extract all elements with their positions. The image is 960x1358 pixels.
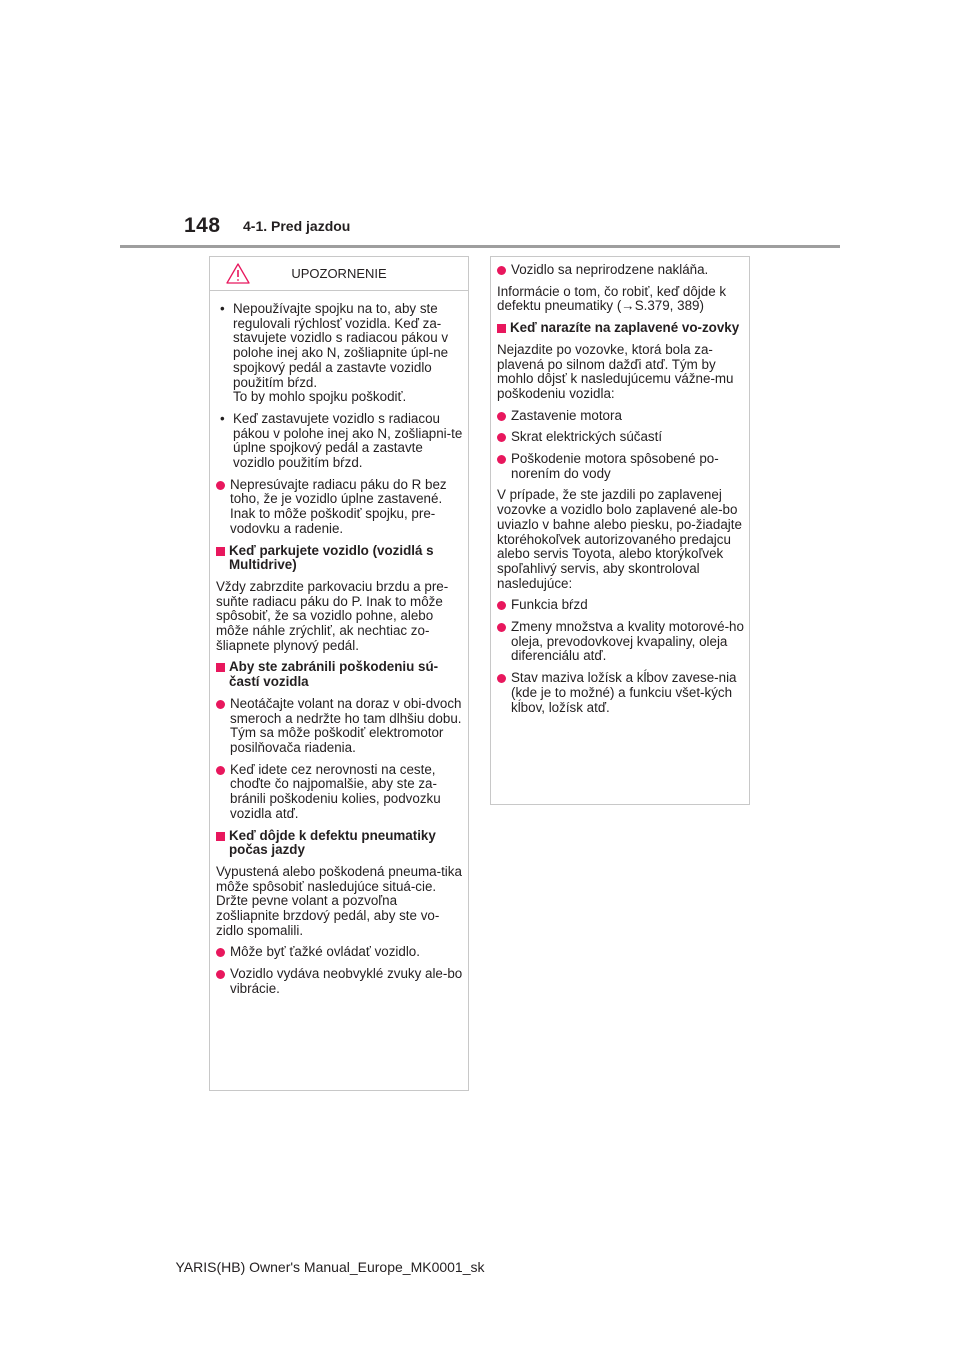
bullet-icon bbox=[497, 409, 511, 424]
bullet-item bbox=[216, 697, 463, 756]
bullet-text: Funkcia bŕzd bbox=[511, 597, 588, 613]
square-icon bbox=[216, 544, 229, 573]
subheading bbox=[216, 829, 463, 858]
bullet-text: Zmeny množstva a kvality motorové-ho oleja, prevodovkovej kvapaliny, oleja diferenciálu atď. bbox=[511, 619, 744, 664]
paragraph: V prípade, že ste jazdili po zaplavenej vozovke a vozidlo bolo zaplavené ale-bo uviazlo v bahne alebo piesku, po-žiadajte ktoréhokoľvek autorizovaného predajcu alebo servis Toyota, alebo ktorýkoľvek spoľahlivý servis, aby skontroloval nasledujúce: bbox=[497, 487, 742, 591]
warning-box-continued bbox=[490, 256, 750, 805]
footer bbox=[0, 1259, 960, 1275]
bullet-text: Vozidlo sa neprirodzene nakláňa. bbox=[511, 262, 709, 277]
bullet-text: Skrat elektrických súčastí bbox=[511, 429, 663, 445]
paragraph: Vždy zabrzdite parkovaciu brzdu a pre-suňte radiacu páku do P. Inak to môže spôsobiť, že sa vozidlo pohne, alebo môže náhle zrýchliť, ak nechtiac zo-šliapnete plynový pedál. bbox=[216, 578, 449, 653]
square-icon bbox=[216, 829, 229, 858]
dash-item bbox=[216, 412, 463, 471]
bullet-text: Nepresúvajte radiacu páku do R bez toho, že je vozidlo úplne zastavené. Inak to môže poškodiť spojku, pre-vodovku a radenie. bbox=[230, 476, 447, 536]
warning-box bbox=[209, 256, 469, 1091]
square-icon bbox=[216, 660, 229, 689]
bullet-icon bbox=[497, 598, 511, 613]
warning-content bbox=[210, 291, 468, 997]
subheading-text: Keď dôjde k defektu pneumatiky počas jazdy bbox=[229, 827, 436, 858]
dash-item bbox=[216, 302, 463, 405]
bullet-icon bbox=[497, 671, 511, 715]
page-number: 148 bbox=[184, 214, 221, 237]
header-rule bbox=[120, 245, 840, 248]
bullet-item bbox=[497, 671, 744, 715]
bullet-item bbox=[497, 598, 744, 613]
bullet-icon bbox=[497, 620, 511, 664]
paragraph: Informácie o tom, čo robiť, keď dôjde k defektu pneumatiky (→S.379, 389) bbox=[497, 283, 727, 314]
bullet-item bbox=[497, 452, 744, 481]
warning-triangle-icon bbox=[226, 263, 250, 284]
bullet-icon bbox=[216, 478, 230, 537]
paragraph: Nejazdite po vozovke, ktorá bola za-plavená po silnom dažďi atď. Tým by mohlo dôjsť k nasledujúcemu vážne-mu poškodeniu vozidla: bbox=[497, 341, 734, 401]
warning-content bbox=[491, 257, 749, 715]
bullet-text: Poškodenie motora spôsobené po-norením do vody bbox=[511, 451, 719, 481]
square-icon bbox=[497, 321, 510, 336]
subheading bbox=[497, 321, 744, 336]
bullet-icon bbox=[216, 945, 230, 960]
bullet-icon bbox=[216, 763, 230, 822]
bullet-text: Neotáčajte volant na doraz v obi-dvoch smeroch a nedržte ho tam dlhšiu dobu. Tým sa môže poškodiť elektromotor posilňovača riadenia. bbox=[230, 695, 462, 755]
bullet-item bbox=[216, 967, 463, 996]
bullet-text: Stav maziva ložísk a kĺbov zavese-nia (kde je to možné) a funkciu všet-kých kĺbov, ložísk atď. bbox=[511, 670, 737, 715]
dash-item-text: Keď zastavujete vozidlo s radiacou pákou v polohe inej ako N, zošliapni-te úplne spojkový pedál a zastavte vozidlo použitím bŕzd. bbox=[233, 410, 463, 471]
dash-item-text: Nepoužívajte spojku na to, aby ste regulovali rýchlosť vozidla. Keď za-stavujete vozidlo s radiacou pákou v polohe inej ako N, zošliapnite úpl-ne spojkový pedál a zastavte vozidlo použitím bŕzd. To by mohlo spojku poškodiť. bbox=[233, 301, 449, 405]
dash-mark: • bbox=[220, 301, 225, 316]
bullet-icon bbox=[497, 430, 511, 445]
dash-mark: • bbox=[220, 410, 225, 426]
bullet-icon bbox=[497, 263, 511, 278]
bullet-text: Môže byť ťažké ovládať vozidlo. bbox=[230, 944, 420, 960]
section-title: 4-1. Pred jazdou bbox=[243, 218, 351, 234]
bullet-text: Vozidlo vydáva neobvyklé zvuky ale-bo vibrácie. bbox=[230, 966, 463, 996]
warning-header bbox=[210, 257, 468, 291]
bullet-item bbox=[497, 430, 744, 445]
paragraph: Vypustená alebo poškodená pneuma-tika môže spôsobiť nasledujúce situá-cie. Držte pevne volant a pozvoľna zošliapnite brzdový pedál, aby ste vo-zidlo spomalili. bbox=[216, 863, 462, 938]
bullet-item bbox=[216, 945, 463, 960]
bullet-icon bbox=[216, 967, 230, 996]
bullet-text: Keď idete cez nerovnosti na ceste, choďte čo najpomalšie, aby ste za-bránili poškodeniu kolies, podvozku vozidla atď. bbox=[230, 761, 441, 821]
bullet-item bbox=[497, 409, 744, 424]
bullet-icon bbox=[497, 452, 511, 481]
subheading-text: Keď narazíte na zaplavené vo-zovky bbox=[510, 320, 740, 336]
bullet-item bbox=[216, 478, 463, 537]
bullet-text: Zastavenie motora bbox=[511, 407, 622, 423]
bullet-item bbox=[497, 620, 744, 664]
subheading-text: Aby ste zabránili poškodeniu sú-častí vozidla bbox=[229, 659, 439, 690]
subheading bbox=[216, 660, 463, 689]
bullet-item bbox=[216, 763, 463, 822]
bullet-icon bbox=[216, 697, 230, 756]
warning-label: UPOZORNENIE bbox=[291, 266, 387, 281]
footer-text: YARIS(HB) Owner's Manual_Europe_MK0001_sk bbox=[175, 1259, 485, 1275]
subheading-text: Keď parkujete vozidlo (vozidlá s Multidrive) bbox=[229, 542, 434, 573]
subheading bbox=[216, 544, 463, 573]
bullet-item bbox=[497, 263, 744, 278]
